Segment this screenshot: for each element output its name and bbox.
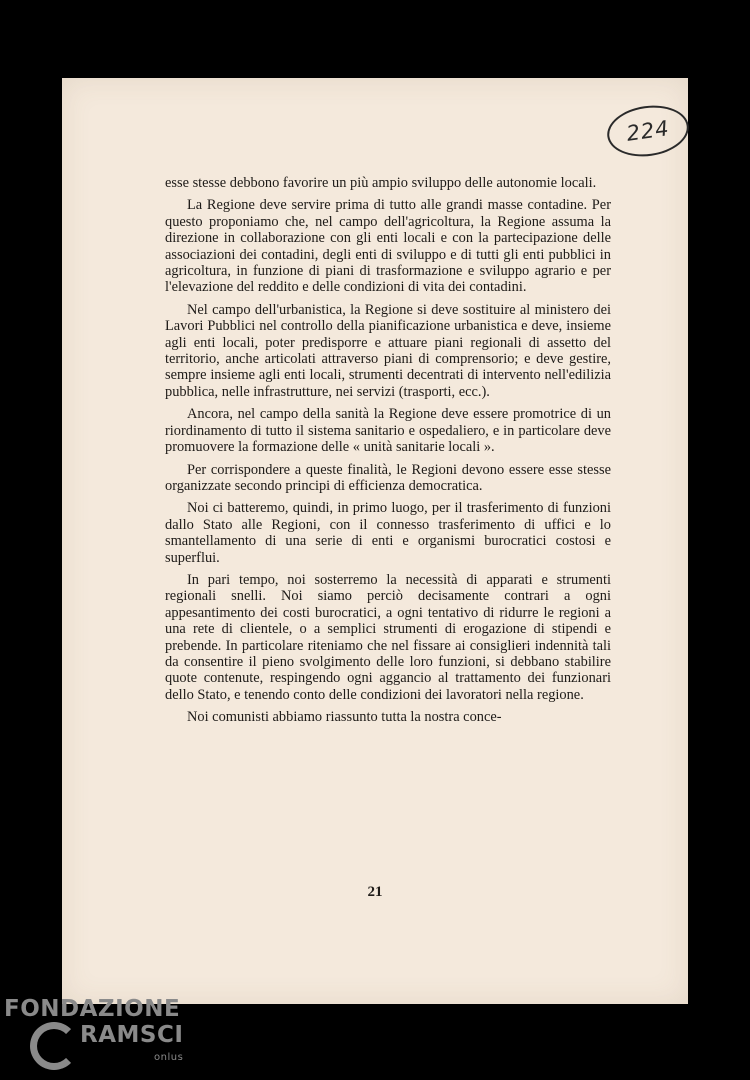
paragraph-6: Noi ci batteremo, quindi, in primo luogo, per il trasferimento di funzioni dallo Stato alle Regioni, con il connesso trasferimento di uffici e lo smantellamento di una serie di enti e organismi burocratici costosi e superflui.	[165, 500, 611, 566]
page-number: 21	[367, 884, 383, 900]
fondazione-gramsci-watermark	[4, 996, 204, 1076]
paragraph-1: esse stesse debbono favorire un più ampio sviluppo delle autonomie locali.	[165, 175, 597, 191]
document-page	[62, 78, 688, 1004]
watermark-line-3: onlus	[154, 1052, 184, 1063]
paragraph-7: In pari tempo, noi sosterremo la necessità di apparati e strumenti regionali snelli. Noi siamo perciò decisamente contrari a ogni appesantimento dei costi burocratici, a ogni tentativo di ridurre le regioni a una rete di clientele, o a semplici strumenti di erogazione di stipendi e prebende. In particolare riteniamo che nel fissare ai consiglieri indennità tali da consentire il pieno svolgimento delle loro funzioni, si debbano stabilire quote contenute, respingendo ogni aggancio al trattamento dei funzionari dello Stato, e tenendo conto delle condizioni dei lavoratori nella regione.	[165, 571, 611, 703]
watermark-line-1: FONDAZIONE	[4, 996, 181, 1022]
paragraph-3: Nel campo dell'urbanistica, la Regione si deve sostituire al ministero dei Lavori Pubblici nel controllo della pianificazione urbanistica e deve, insieme agli enti locali, poter predisporre e attuare piani regionali di assetto del territorio, anche articolati attraverso piani di comprensorio; e deve gestire, sempre insieme agli enti locali, strumenti decentrati di intervento nell'edilizia pubblica, nelle infrastrutture, nei servizi (trasporti, ecc.).	[165, 301, 611, 400]
watermark-line-2: RAMSCI	[80, 1022, 184, 1048]
archive-number-stamp: 224	[604, 101, 692, 162]
g-logo-icon	[30, 1022, 78, 1070]
paragraph-8: Noi comunisti abbiamo riassunto tutta la nostra conce-	[187, 709, 502, 726]
paragraph-5: Per corrispondere a queste finalità, le Regioni devono essere esse stesse organizzate secondo principi di efficienza democratica.	[165, 461, 611, 494]
paragraph-2: La Regione deve servire prima di tutto alle grandi masse contadine. Per questo proponiamo che, nel campo dell'agricoltura, la Regione assuma la direzione in collaborazione con gli enti locali e con la partecipazione delle associazioni dei contadini, degli enti di sviluppo e di tutti gli enti pubblici in agricoltura, in funzione di piani di trasformazione e sviluppo agrario e per l'elevazione del reddito e delle condizioni di vita dei contadini.	[165, 197, 611, 296]
body-text	[165, 175, 611, 726]
paragraph-4: Ancora, nel campo della sanità la Regione deve essere promotrice di un riordinamento di tutto il sistema sanitario e ospedaliero, e in particolare deve promuovere la formazione delle « unità sanitarie locali ».	[165, 406, 611, 456]
